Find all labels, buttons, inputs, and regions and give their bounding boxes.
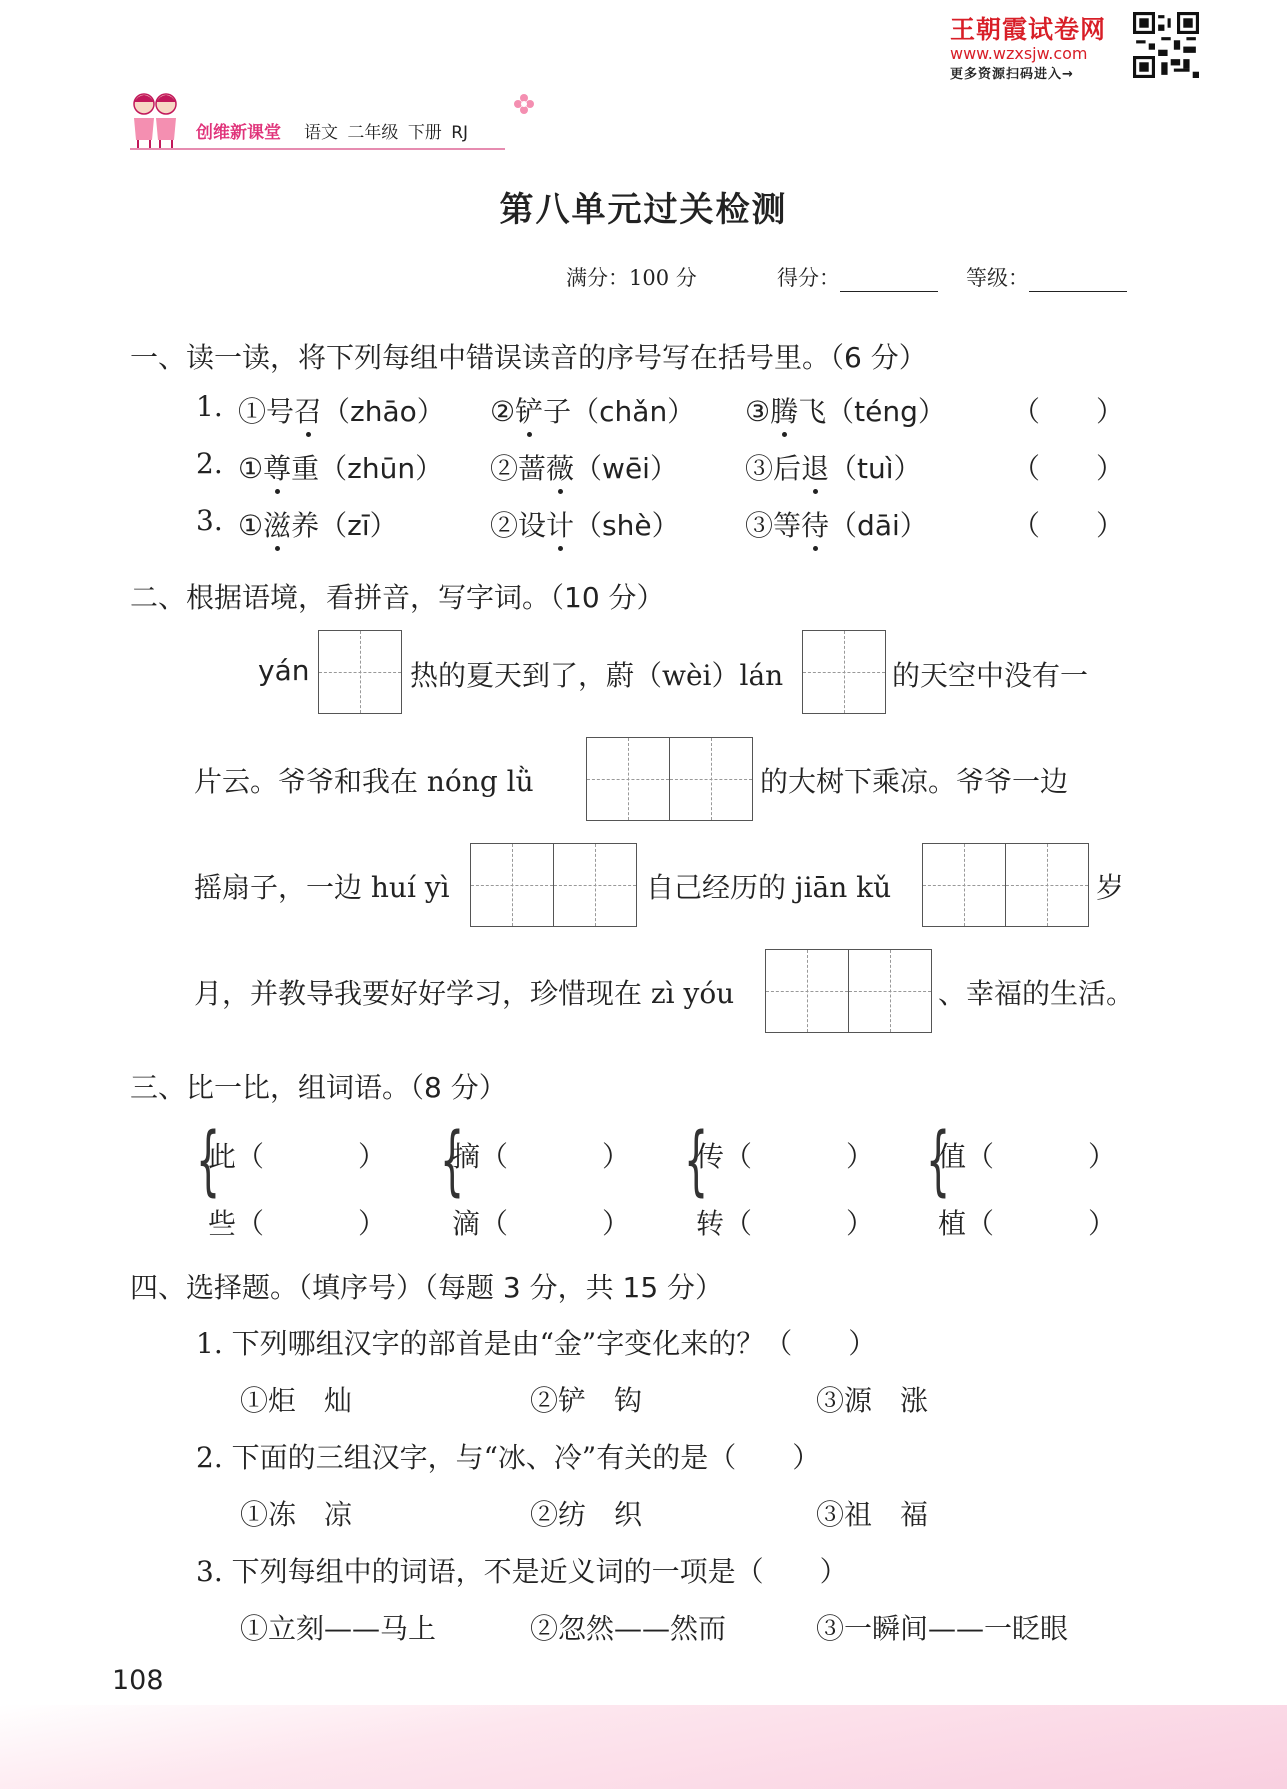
flower-icon: [512, 92, 536, 116]
item-pinyin: （zhūn）: [319, 452, 444, 485]
item-mark: ②: [490, 509, 519, 542]
writing-grid-huiyi[interactable]: [470, 843, 637, 927]
dotted-char: 腾: [770, 390, 798, 430]
brand-block: [950, 10, 1106, 82]
choice-question: 1. 下列哪组汉字的部首是由“金”字变化来的？（ ）: [196, 1327, 877, 1360]
item-pinyin: （tuì）: [829, 452, 922, 485]
answer-parentheses[interactable]: （ ）: [1012, 452, 1125, 485]
choice-option[interactable]: ③祖 福: [816, 1498, 929, 1531]
brace-icon: {: [684, 1115, 709, 1204]
score-field: [777, 262, 938, 292]
word-compare-item: 传（: [696, 1140, 753, 1173]
s2-line3-tail: 岁: [1096, 871, 1125, 904]
item-char: 设: [518, 509, 547, 542]
choice-question: 3. 下列每组中的词语，不是近义词的一项是（ ）: [196, 1555, 848, 1588]
page-title: 第八单元过关检测: [499, 190, 788, 230]
choice-question: 2. 下面的三组汉字，与“冰、冷”有关的是（ ）: [196, 1441, 821, 1474]
word-answer-close[interactable]: ）: [602, 1140, 631, 1173]
choice-option[interactable]: ②忽然——然而: [530, 1612, 727, 1645]
full-score: 满分：100 分: [566, 266, 697, 290]
choice-option[interactable]: ①炬 灿: [240, 1384, 353, 1417]
grade-field: [966, 262, 1127, 292]
dotted-char: 待: [801, 504, 829, 544]
dotted-char: 尊: [263, 447, 291, 487]
brace-icon: {: [196, 1115, 221, 1204]
item-pinyin: （wēi）: [574, 452, 678, 485]
section4-heading: 四、选择题。（填序号）（每题 3 分，共 15 分）: [130, 1271, 724, 1304]
word-answer-close[interactable]: ）: [358, 1140, 387, 1173]
book-info: [304, 118, 468, 143]
item-mark: ①: [238, 509, 264, 542]
writing-grid-ziyou[interactable]: [765, 949, 932, 1033]
item-mark: ③: [745, 395, 771, 428]
item-mark: ③: [745, 452, 774, 485]
item-mark: ①: [238, 452, 264, 485]
item-char: 重: [291, 452, 320, 485]
item-pinyin: （téng）: [826, 395, 946, 428]
section2-heading: 二、根据语境，看拼音，写字词。（10 分）: [130, 581, 665, 614]
dotted-char: 铲: [515, 390, 543, 430]
dotted-char: 计: [546, 504, 574, 544]
word-answer-close[interactable]: ）: [846, 1207, 875, 1240]
volume: 下册: [407, 123, 442, 143]
grade: 二年级: [347, 123, 399, 143]
word-answer-close[interactable]: ）: [1088, 1140, 1117, 1173]
word-answer-close[interactable]: ）: [602, 1207, 631, 1240]
brace-icon: {: [440, 1115, 465, 1204]
s2-line1-text: 热的夏天到了，蔚（wèi）lán: [410, 659, 784, 692]
choice-option[interactable]: ②纺 织: [530, 1498, 643, 1531]
choice-option[interactable]: ③源 涨: [816, 1384, 929, 1417]
item-char: 子: [543, 395, 572, 428]
choice-option[interactable]: ③一瞬间——一眨眼: [816, 1612, 1069, 1645]
footer-band: [0, 1705, 1287, 1789]
pinyin-item: [490, 390, 695, 430]
s2-line3-text: 摇扇子，一边 huí yì: [194, 871, 450, 904]
item-char: 养: [291, 509, 320, 542]
item-pinyin: （zī）: [319, 509, 398, 542]
dotted-char: 薇: [546, 447, 574, 487]
pinyin-item: [238, 504, 398, 544]
s2-line3-mid: 自己经历的 jiān kǔ: [646, 871, 892, 904]
word-compare-item: 值（: [938, 1140, 995, 1173]
dotted-char: 退: [801, 447, 829, 487]
pinyin-item: [490, 504, 680, 544]
pinyin-item: [238, 447, 443, 487]
item-mark: ①: [238, 395, 267, 428]
item-pinyin: （chǎn）: [571, 395, 696, 428]
subject: 语文: [304, 123, 338, 143]
s2-line4-tail: 、幸福的生活。: [938, 977, 1135, 1010]
brand-title: 王朝霞试卷网: [950, 15, 1107, 44]
item-char: 蔷: [518, 452, 547, 485]
answer-parentheses[interactable]: （ ）: [1012, 395, 1125, 428]
series-name: 创维新课堂: [196, 123, 281, 143]
item-pinyin: （shè）: [574, 509, 680, 542]
qr-code-icon[interactable]: [1133, 12, 1199, 78]
grade-label: 等级：: [966, 266, 1029, 290]
item-char: 等: [773, 509, 802, 542]
answer-parentheses[interactable]: （ ）: [1012, 509, 1125, 542]
brand-more-text: 更多资源扫码进入→: [950, 67, 1074, 82]
s2-line1-tail: 的天空中没有一: [892, 659, 1089, 692]
item-mark: ②: [490, 452, 519, 485]
item-mark: ③: [745, 509, 774, 542]
item-char: 后: [773, 452, 802, 485]
pinyin-item: [745, 504, 928, 544]
score-blank[interactable]: [840, 271, 938, 292]
question-number: 1.: [196, 390, 223, 423]
item-pinyin: （dāi）: [829, 509, 928, 542]
s2-line2-text: 片云。爷爷和我在 nóng lǜ: [194, 765, 534, 798]
word-answer-close[interactable]: ）: [846, 1140, 875, 1173]
word-compare-item: 植（: [938, 1207, 995, 1240]
section3-heading: 三、比一比，组词语。（8 分）: [130, 1071, 507, 1104]
s2-line4-text: 月，并教导我要好好学习，珍惜现在 zì yóu: [194, 977, 735, 1010]
word-compare-item: 些（: [208, 1207, 265, 1240]
word-compare-item: 摘（: [452, 1140, 509, 1173]
grade-blank[interactable]: [1029, 271, 1127, 292]
s2-py-yan: yán: [258, 654, 310, 687]
question-number: 3.: [196, 504, 223, 537]
pinyin-item: [238, 390, 445, 430]
section1-heading: 一、读一读，将下列每组中错误读音的序号写在括号里。（6 分）: [130, 341, 927, 374]
question-number: 2.: [196, 447, 223, 480]
dotted-char: 召: [294, 390, 322, 430]
score-label: 得分：: [777, 266, 840, 290]
choice-option[interactable]: ②铲 钩: [530, 1384, 643, 1417]
dotted-char: 滋: [263, 504, 291, 544]
pinyin-item: [745, 447, 922, 487]
page-number: 108: [112, 1665, 164, 1696]
writing-grid-jianku[interactable]: [922, 843, 1089, 927]
edition: RJ: [451, 123, 469, 143]
pinyin-item: [745, 390, 946, 430]
brace-icon: {: [926, 1115, 951, 1204]
word-compare-item: 此（: [208, 1140, 265, 1173]
word-compare-item: 滴（: [452, 1207, 509, 1240]
word-answer-close[interactable]: ）: [358, 1207, 387, 1240]
brand-url: www.wzxsjw.com: [950, 44, 1088, 63]
writing-grid-yan[interactable]: [318, 630, 402, 714]
item-mark: ②: [490, 395, 516, 428]
writing-grid-nonglv[interactable]: [586, 737, 753, 821]
word-compare-item: 转（: [696, 1207, 753, 1240]
item-char: 号: [266, 395, 295, 428]
item-pinyin: （zhāo）: [322, 395, 445, 428]
choice-option[interactable]: ①立刻——马上: [240, 1612, 437, 1645]
header-divider: [130, 148, 505, 150]
choice-option[interactable]: ①冻 凉: [240, 1498, 353, 1531]
pinyin-item: [490, 447, 678, 487]
word-answer-close[interactable]: ）: [1088, 1207, 1117, 1240]
item-char: 飞: [798, 395, 827, 428]
writing-grid-lan[interactable]: [802, 630, 886, 714]
s2-line2-tail: 的大树下乘凉。爷爷一边: [760, 765, 1069, 798]
mascot-children-icon: [126, 88, 186, 152]
